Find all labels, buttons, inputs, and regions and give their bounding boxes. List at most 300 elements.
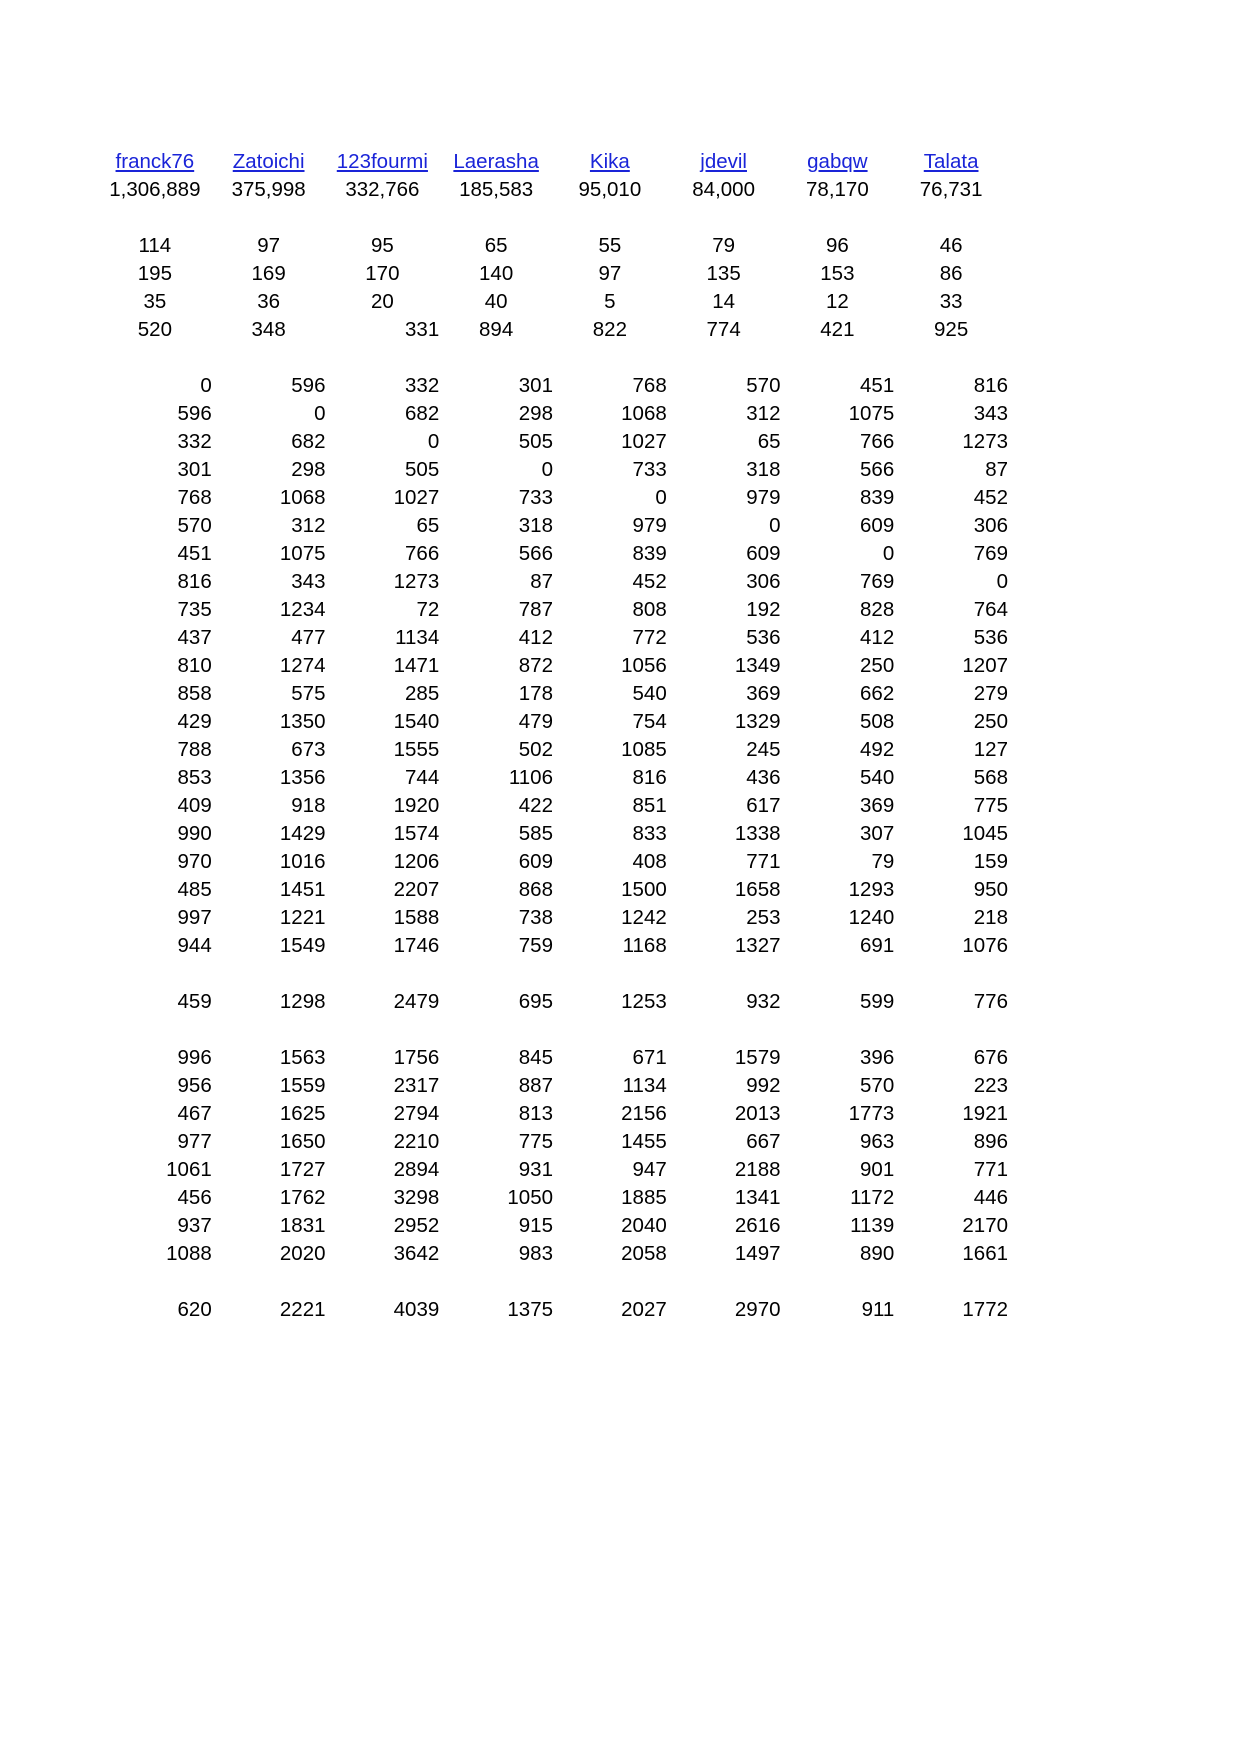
data-cell: 0 <box>541 458 553 481</box>
data-cell: 46 <box>939 234 963 257</box>
data-cell: 369 <box>746 682 781 705</box>
data-cell: 1349 <box>734 654 781 677</box>
data-cell: 808 <box>632 598 667 621</box>
data-cell: 343 <box>973 402 1008 425</box>
data-cell: 733 <box>518 486 553 509</box>
data-cell: 1253 <box>621 990 667 1013</box>
data-cell: 170 <box>365 262 400 285</box>
data-cell: 1327 <box>734 934 781 957</box>
data-cell: 1106 <box>508 766 553 789</box>
data-cell: 682 <box>291 430 326 453</box>
data-cell: 1588 <box>393 906 440 929</box>
table-row <box>98 764 1008 792</box>
data-cell: 1242 <box>621 906 667 929</box>
data-cell: 810 <box>177 654 212 677</box>
table-row <box>98 708 1008 736</box>
data-cell: 65 <box>416 514 440 537</box>
player-link-talata[interactable]: Talata <box>923 150 979 173</box>
data-cell: 662 <box>860 682 895 705</box>
data-sheet <box>98 148 1008 1324</box>
data-cell: 766 <box>860 430 895 453</box>
data-cell: 963 <box>860 1130 895 1153</box>
data-cell: 839 <box>632 542 667 565</box>
data-cell: 1831 <box>279 1214 326 1237</box>
data-cell: 0 <box>427 430 440 453</box>
data-cell: 996 <box>177 1046 212 1069</box>
data-cell: 890 <box>860 1242 895 1265</box>
data-cell: 2040 <box>621 1214 667 1237</box>
data-cell: 536 <box>746 626 781 649</box>
total-cell: 84,000 <box>692 178 755 201</box>
data-cell: 816 <box>632 766 667 789</box>
data-cell: 887 <box>518 1074 553 1097</box>
total-cell: 95,010 <box>578 178 642 201</box>
data-cell: 114 <box>138 234 172 257</box>
data-cell: 153 <box>820 262 855 285</box>
data-cell: 332 <box>405 374 440 397</box>
data-cell: 1756 <box>393 1046 440 1069</box>
column-header-1 <box>212 148 326 176</box>
data-cell: 2027 <box>621 1298 667 1321</box>
numeric-table <box>98 148 1008 1324</box>
data-cell: 412 <box>518 626 553 649</box>
data-cell: 1574 <box>393 822 440 845</box>
data-cell: 1559 <box>279 1074 326 1097</box>
data-cell: 1429 <box>279 822 326 845</box>
total-cell: 76,731 <box>919 178 983 201</box>
data-cell: 446 <box>973 1186 1008 1209</box>
column-header-2 <box>326 148 440 176</box>
data-cell: 452 <box>973 486 1008 509</box>
data-cell: 479 <box>518 710 553 733</box>
column-header-5 <box>667 148 781 176</box>
data-cell: 691 <box>860 934 895 957</box>
data-cell: 983 <box>518 1242 553 1265</box>
data-cell: 1206 <box>393 850 440 873</box>
data-cell: 735 <box>177 598 212 621</box>
data-cell: 492 <box>860 738 895 761</box>
data-cell: 774 <box>706 318 741 341</box>
data-cell: 1016 <box>279 850 326 873</box>
data-cell: 931 <box>518 1158 553 1181</box>
data-cell: 1207 <box>962 654 1008 677</box>
data-cell: 1134 <box>395 626 440 649</box>
row-spacer <box>98 1268 1008 1296</box>
data-cell: 771 <box>973 1158 1008 1181</box>
table-row <box>98 1128 1008 1156</box>
table-row <box>98 316 1008 344</box>
table-row <box>98 288 1008 316</box>
column-header-4 <box>553 148 667 176</box>
data-cell: 772 <box>632 626 667 649</box>
table-row <box>98 904 1008 932</box>
data-cell: 1061 <box>166 1158 212 1181</box>
data-cell: 0 <box>882 542 895 565</box>
data-cell: 769 <box>973 542 1008 565</box>
player-link-123fourmi[interactable]: 123fourmi <box>336 150 428 173</box>
data-cell: 894 <box>479 318 514 341</box>
data-cell: 828 <box>860 598 895 621</box>
data-cell: 451 <box>177 542 212 565</box>
data-cell: 738 <box>518 906 553 929</box>
data-cell: 599 <box>860 990 895 1013</box>
spacer-cell <box>98 204 1008 232</box>
data-cell: 944 <box>177 934 212 957</box>
data-cell: 1500 <box>621 878 667 901</box>
data-cell: 250 <box>973 710 1008 733</box>
data-cell: 437 <box>177 626 212 649</box>
player-link-gabqw[interactable]: gabqw <box>807 150 868 173</box>
data-cell: 937 <box>177 1214 212 1237</box>
data-cell: 1273 <box>393 570 440 593</box>
data-cell: 768 <box>632 374 667 397</box>
data-cell: 429 <box>177 710 212 733</box>
data-cell: 14 <box>712 290 736 313</box>
data-cell: 2058 <box>621 1242 667 1265</box>
data-cell: 79 <box>871 850 895 873</box>
data-cell: 1746 <box>393 934 440 957</box>
table-row <box>98 848 1008 876</box>
data-cell: 575 <box>291 682 326 705</box>
data-cell: 2894 <box>393 1158 440 1181</box>
table-row <box>98 1240 1008 1268</box>
data-cell: 1762 <box>279 1186 326 1209</box>
table-row <box>98 1184 1008 1212</box>
data-cell: 769 <box>860 570 895 593</box>
total-cell: 185,583 <box>459 178 534 201</box>
data-cell: 1341 <box>734 1186 781 1209</box>
table-row <box>98 680 1008 708</box>
spacer-cell <box>98 1268 1008 1296</box>
data-cell: 396 <box>860 1046 895 1069</box>
data-cell: 0 <box>200 374 212 397</box>
data-cell: 540 <box>632 682 667 705</box>
data-cell: 97 <box>598 262 622 285</box>
data-cell: 245 <box>746 738 781 761</box>
total-cell: 78,170 <box>806 178 869 201</box>
data-cell: 977 <box>177 1130 212 1153</box>
data-cell: 1540 <box>393 710 440 733</box>
data-cell: 851 <box>632 794 667 817</box>
column-header-6 <box>781 148 895 176</box>
data-cell: 36 <box>257 290 281 313</box>
data-cell: 695 <box>518 990 553 1013</box>
table-row <box>98 1044 1008 1072</box>
data-cell: 788 <box>177 738 212 761</box>
data-cell: 12 <box>825 290 849 313</box>
data-cell: 1727 <box>279 1158 326 1181</box>
data-cell: 87 <box>530 570 553 593</box>
data-cell: 570 <box>860 1074 895 1097</box>
data-cell: 86 <box>939 262 963 285</box>
data-cell: 178 <box>518 682 553 705</box>
data-cell: 96 <box>825 234 849 257</box>
data-cell: 331 <box>405 318 440 341</box>
data-cell: 301 <box>177 458 212 481</box>
total-cell: 332,766 <box>345 178 420 201</box>
data-cell: 1076 <box>962 934 1008 957</box>
table-row <box>98 596 1008 624</box>
data-cell: 343 <box>291 570 326 593</box>
data-cell: 673 <box>291 738 326 761</box>
data-cell: 409 <box>177 794 212 817</box>
table-row <box>98 624 1008 652</box>
data-cell: 1455 <box>621 1130 667 1153</box>
data-cell: 1329 <box>734 710 781 733</box>
table-row <box>98 1212 1008 1240</box>
data-cell: 1274 <box>279 654 326 677</box>
data-cell: 140 <box>479 262 514 285</box>
data-cell: 1356 <box>279 766 326 789</box>
data-cell: 5 <box>604 290 616 313</box>
data-cell: 306 <box>973 514 1008 537</box>
data-cell: 858 <box>177 682 212 705</box>
table-row <box>98 736 1008 764</box>
data-cell: 1772 <box>962 1298 1008 1321</box>
data-cell: 609 <box>860 514 895 537</box>
data-cell: 609 <box>518 850 553 873</box>
data-cell: 754 <box>632 710 667 733</box>
data-cell: 671 <box>632 1046 667 1069</box>
data-cell: 1350 <box>279 710 326 733</box>
data-cell: 2156 <box>621 1102 667 1125</box>
data-cell: 1027 <box>621 430 667 453</box>
data-cell: 1579 <box>734 1046 781 1069</box>
data-cell: 1563 <box>279 1046 326 1069</box>
data-cell: 1075 <box>279 542 326 565</box>
data-cell: 97 <box>257 234 281 257</box>
table-row <box>98 484 1008 512</box>
data-cell: 764 <box>973 598 1008 621</box>
table-row <box>98 400 1008 428</box>
data-cell: 925 <box>934 318 969 341</box>
data-cell: 65 <box>484 234 508 257</box>
data-cell: 682 <box>405 402 440 425</box>
data-cell: 845 <box>518 1046 553 1069</box>
data-cell: 979 <box>746 486 781 509</box>
data-cell: 1661 <box>962 1242 1008 1265</box>
data-cell: 1139 <box>850 1214 895 1237</box>
data-cell: 868 <box>518 878 553 901</box>
player-link-zatoichi[interactable]: Zatoichi <box>232 150 305 173</box>
data-cell: 1471 <box>393 654 440 677</box>
table-row <box>98 428 1008 456</box>
data-cell: 452 <box>632 570 667 593</box>
data-cell: 956 <box>177 1074 212 1097</box>
data-cell: 2170 <box>962 1214 1008 1237</box>
data-cell: 250 <box>860 654 895 677</box>
data-cell: 412 <box>860 626 895 649</box>
data-cell: 1375 <box>507 1298 553 1321</box>
data-cell: 35 <box>143 290 167 313</box>
data-cell: 505 <box>518 430 553 453</box>
data-cell: 436 <box>746 766 781 789</box>
data-cell: 1298 <box>279 990 326 1013</box>
data-cell: 596 <box>291 374 326 397</box>
data-cell: 1068 <box>621 402 667 425</box>
data-cell: 950 <box>973 878 1008 901</box>
data-cell: 2207 <box>393 878 440 901</box>
data-cell: 307 <box>860 822 895 845</box>
data-cell: 0 <box>769 514 781 537</box>
column-header-3 <box>439 148 553 176</box>
data-cell: 369 <box>860 794 895 817</box>
data-cell: 298 <box>518 402 553 425</box>
data-cell: 667 <box>746 1130 781 1153</box>
data-cell: 540 <box>860 766 895 789</box>
total-cell: 1,306,889 <box>109 178 201 201</box>
data-cell: 1056 <box>621 654 667 677</box>
data-cell: 459 <box>177 990 212 1013</box>
player-link-franck76[interactable]: franck76 <box>115 150 195 173</box>
data-cell: 298 <box>291 458 326 481</box>
data-cell: 609 <box>746 542 781 565</box>
data-cell: 0 <box>314 402 326 425</box>
data-cell: 566 <box>518 542 553 565</box>
data-cell: 127 <box>973 738 1008 761</box>
data-cell: 911 <box>861 1298 895 1321</box>
data-cell: 3298 <box>393 1186 440 1209</box>
data-cell: 570 <box>746 374 781 397</box>
data-cell: 775 <box>973 794 1008 817</box>
data-cell: 816 <box>177 570 212 593</box>
table-row <box>98 652 1008 680</box>
data-cell: 997 <box>177 906 212 929</box>
player-link-laerasha[interactable]: Laerasha <box>453 150 539 173</box>
data-cell: 2210 <box>393 1130 440 1153</box>
row-spacer <box>98 1016 1008 1044</box>
data-cell: 2013 <box>734 1102 781 1125</box>
data-cell: 1027 <box>393 486 440 509</box>
data-cell: 159 <box>973 850 1008 873</box>
table-row <box>98 456 1008 484</box>
data-cell: 2479 <box>393 990 440 1013</box>
data-cell: 477 <box>291 626 326 649</box>
data-cell: 306 <box>746 570 781 593</box>
data-cell: 813 <box>518 1102 553 1125</box>
data-cell: 566 <box>860 458 895 481</box>
table-row <box>98 876 1008 904</box>
data-cell: 301 <box>518 374 553 397</box>
data-cell: 1658 <box>734 878 781 901</box>
column-header-0 <box>98 148 212 176</box>
data-cell: 1240 <box>848 906 895 929</box>
player-link-kika[interactable]: Kika <box>589 150 630 173</box>
data-cell: 1293 <box>848 878 895 901</box>
spacer-cell <box>98 1016 1008 1044</box>
data-cell: 348 <box>251 318 286 341</box>
data-cell: 135 <box>706 262 741 285</box>
data-cell: 1650 <box>279 1130 326 1153</box>
data-cell: 3642 <box>393 1242 440 1265</box>
data-cell: 768 <box>177 486 212 509</box>
data-cell: 992 <box>746 1074 781 1097</box>
data-cell: 1168 <box>622 934 667 957</box>
data-cell: 1234 <box>279 598 326 621</box>
data-cell: 2317 <box>393 1074 440 1097</box>
data-cell: 901 <box>860 1158 895 1181</box>
data-cell: 585 <box>518 822 553 845</box>
row-spacer <box>98 204 1008 232</box>
data-cell: 918 <box>291 794 326 817</box>
data-cell: 223 <box>973 1074 1008 1097</box>
data-cell: 520 <box>137 318 172 341</box>
data-cell: 776 <box>973 990 1008 1013</box>
data-cell: 1221 <box>279 906 326 929</box>
data-cell: 195 <box>137 262 172 285</box>
data-cell: 285 <box>405 682 440 705</box>
data-cell: 422 <box>518 794 553 817</box>
data-cell: 1273 <box>962 430 1008 453</box>
data-cell: 733 <box>632 458 667 481</box>
data-cell: 839 <box>860 486 895 509</box>
table-row <box>98 260 1008 288</box>
data-cell: 65 <box>757 430 781 453</box>
data-cell: 620 <box>177 1298 212 1321</box>
data-cell: 596 <box>177 402 212 425</box>
data-cell: 1088 <box>166 1242 212 1265</box>
row-spacer <box>98 344 1008 372</box>
total-cell: 375,998 <box>231 178 306 201</box>
data-cell: 744 <box>405 766 440 789</box>
totals-row <box>98 176 1008 204</box>
data-cell: 1338 <box>734 822 781 845</box>
table-row <box>98 372 1008 400</box>
data-cell: 467 <box>177 1102 212 1125</box>
data-cell: 20 <box>370 290 394 313</box>
data-cell: 192 <box>746 598 781 621</box>
data-cell: 218 <box>973 906 1008 929</box>
data-cell: 568 <box>973 766 1008 789</box>
table-row <box>98 932 1008 960</box>
data-cell: 1885 <box>621 1186 667 1209</box>
table-row <box>98 540 1008 568</box>
spacer-cell <box>98 344 1008 372</box>
data-cell: 932 <box>746 990 781 1013</box>
data-cell: 253 <box>746 906 781 929</box>
data-cell: 536 <box>973 626 1008 649</box>
data-cell: 72 <box>416 598 440 621</box>
data-cell: 33 <box>939 290 963 313</box>
data-cell: 872 <box>518 654 553 677</box>
data-cell: 279 <box>973 682 1008 705</box>
table-body <box>98 148 1008 1324</box>
row-spacer <box>98 960 1008 988</box>
data-cell: 1134 <box>622 1074 667 1097</box>
data-cell: 2020 <box>279 1242 326 1265</box>
table-row <box>98 232 1008 260</box>
data-cell: 787 <box>518 598 553 621</box>
table-row <box>98 1156 1008 1184</box>
data-cell: 332 <box>177 430 212 453</box>
data-cell: 79 <box>712 234 736 257</box>
data-cell: 617 <box>746 794 781 817</box>
data-cell: 1172 <box>850 1186 895 1209</box>
player-link-jdevil[interactable]: jdevil <box>700 150 747 173</box>
data-cell: 896 <box>973 1130 1008 1153</box>
data-cell: 87 <box>985 458 1008 481</box>
data-cell: 833 <box>632 822 667 845</box>
data-cell: 4039 <box>393 1298 440 1321</box>
data-cell: 759 <box>518 934 553 957</box>
data-cell: 766 <box>405 542 440 565</box>
data-cell: 1075 <box>848 402 895 425</box>
table-row <box>98 988 1008 1016</box>
data-cell: 1555 <box>393 738 440 761</box>
data-cell: 676 <box>973 1046 1008 1069</box>
table-row <box>98 1072 1008 1100</box>
table-row <box>98 568 1008 596</box>
